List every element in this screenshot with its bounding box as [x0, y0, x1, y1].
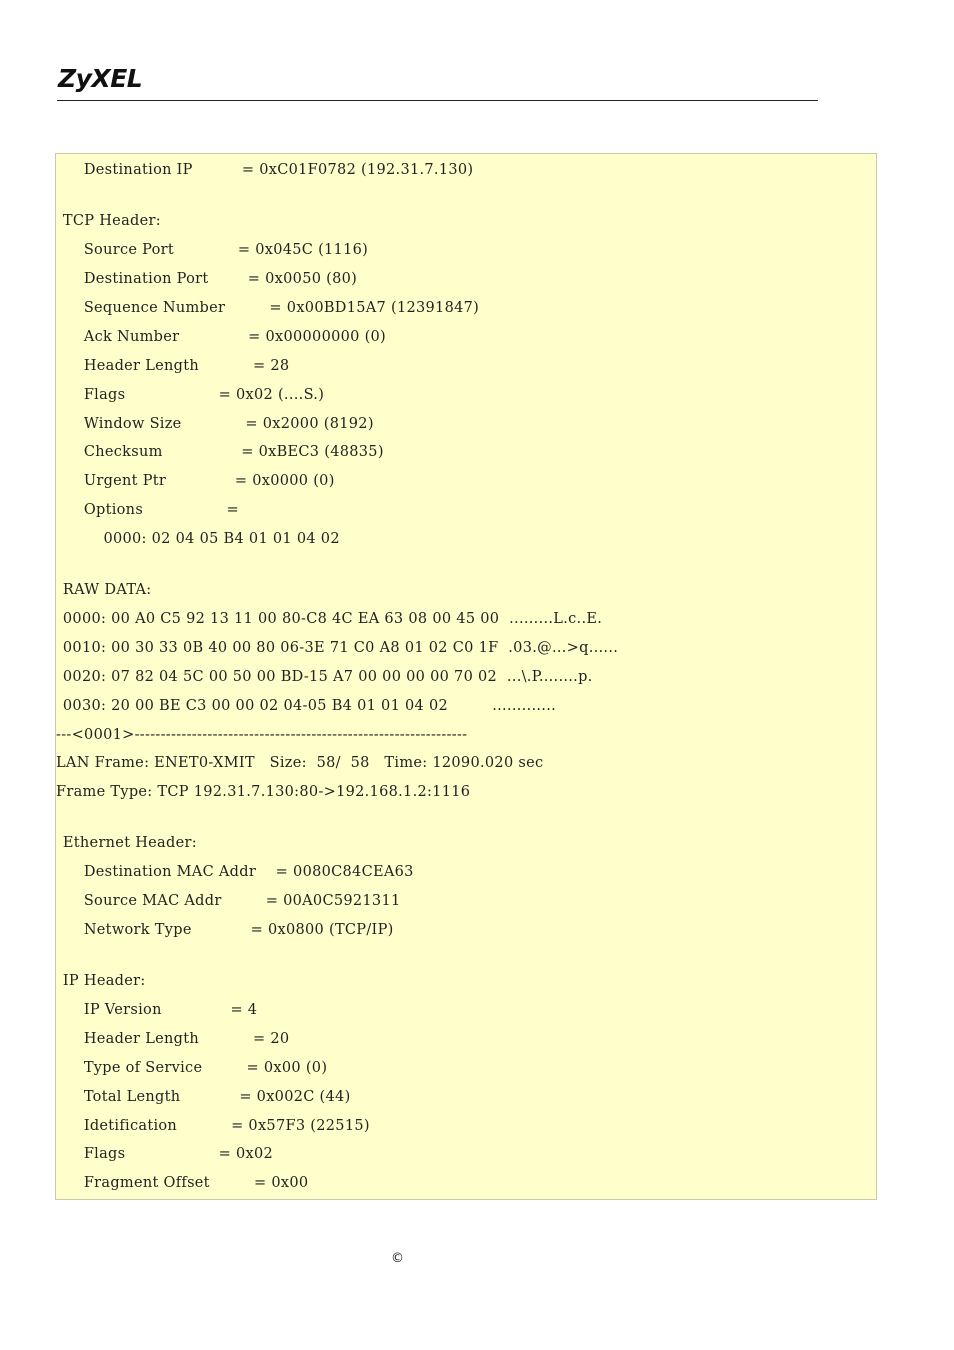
code-line: Network Type = 0x0800 (TCP/IP) — [74, 922, 394, 938]
code-line: 0000: 02 04 05 B4 01 01 04 02 — [74, 531, 340, 547]
code-line: IP Header: — [58, 973, 146, 989]
code-line: Frame Type: TCP 192.31.7.130:80->192.168.1.2:1116 — [56, 784, 471, 800]
code-line: LAN Frame: ENET0-XMIT Size: 58/ 58 Time: 12090.020 sec — [56, 755, 544, 771]
copyright-mark: © — [391, 1251, 404, 1266]
code-line: Idetification = 0x57F3 (22515) — [74, 1118, 370, 1134]
code-line: 0020: 07 82 04 5C 00 50 00 BD-15 A7 00 00 00 00 70 02 ...\.P........p. — [58, 669, 593, 685]
code-line: Header Length = 28 — [74, 358, 290, 374]
code-line: 0030: 20 00 BE C3 00 00 02 04-05 B4 01 01 04 02 ............. — [58, 698, 557, 714]
code-line: Ack Number = 0x00000000 (0) — [74, 329, 387, 345]
code-line: Sequence Number = 0x00BD15A7 (12391847) — [74, 300, 480, 316]
code-line: Destination IP = 0xC01F0782 (192.31.7.130) — [74, 162, 474, 178]
trace-output-block — [55, 153, 877, 1200]
code-line: Flags = 0x02 — [74, 1146, 274, 1162]
code-line: Options = — [74, 502, 239, 518]
code-line: Urgent Ptr = 0x0000 (0) — [74, 473, 335, 489]
code-line: 0000: 00 A0 C5 92 13 11 00 80-C8 4C EA 63 08 00 45 00 .........L.c..E. — [58, 611, 603, 627]
code-line: Checksum = 0xBEC3 (48835) — [74, 444, 384, 460]
code-line: Source Port = 0x045C (1116) — [74, 242, 369, 258]
header-divider — [57, 100, 818, 101]
code-line: Header Length = 20 — [74, 1031, 290, 1047]
code-line: Flags = 0x02 (....S.) — [74, 387, 325, 403]
code-line: Destination Port = 0x0050 (80) — [74, 271, 358, 287]
code-line: Source MAC Addr = 00A0C5921311 — [74, 893, 401, 909]
code-line: Type of Service = 0x00 (0) — [74, 1060, 328, 1076]
frame-separator: ---<0001>---------------------------------------------------------------- — [56, 727, 468, 743]
code-line: Destination MAC Addr = 0080C84CEA63 — [74, 864, 414, 880]
code-line: IP Version = 4 — [74, 1002, 258, 1018]
code-line: 0010: 00 30 33 0B 40 00 80 06-3E 71 C0 A8 01 02 C0 1F .03.@...>q...... — [58, 640, 619, 656]
code-line: Fragment Offset = 0x00 — [74, 1175, 309, 1191]
zyxel-logo: ZyXEL — [58, 64, 143, 93]
code-line: Total Length = 0x002C (44) — [74, 1089, 351, 1105]
code-line: RAW DATA: — [58, 582, 152, 598]
code-line: Window Size = 0x2000 (8192) — [74, 416, 374, 432]
code-line: TCP Header: — [58, 213, 161, 229]
code-line: Ethernet Header: — [58, 835, 197, 851]
